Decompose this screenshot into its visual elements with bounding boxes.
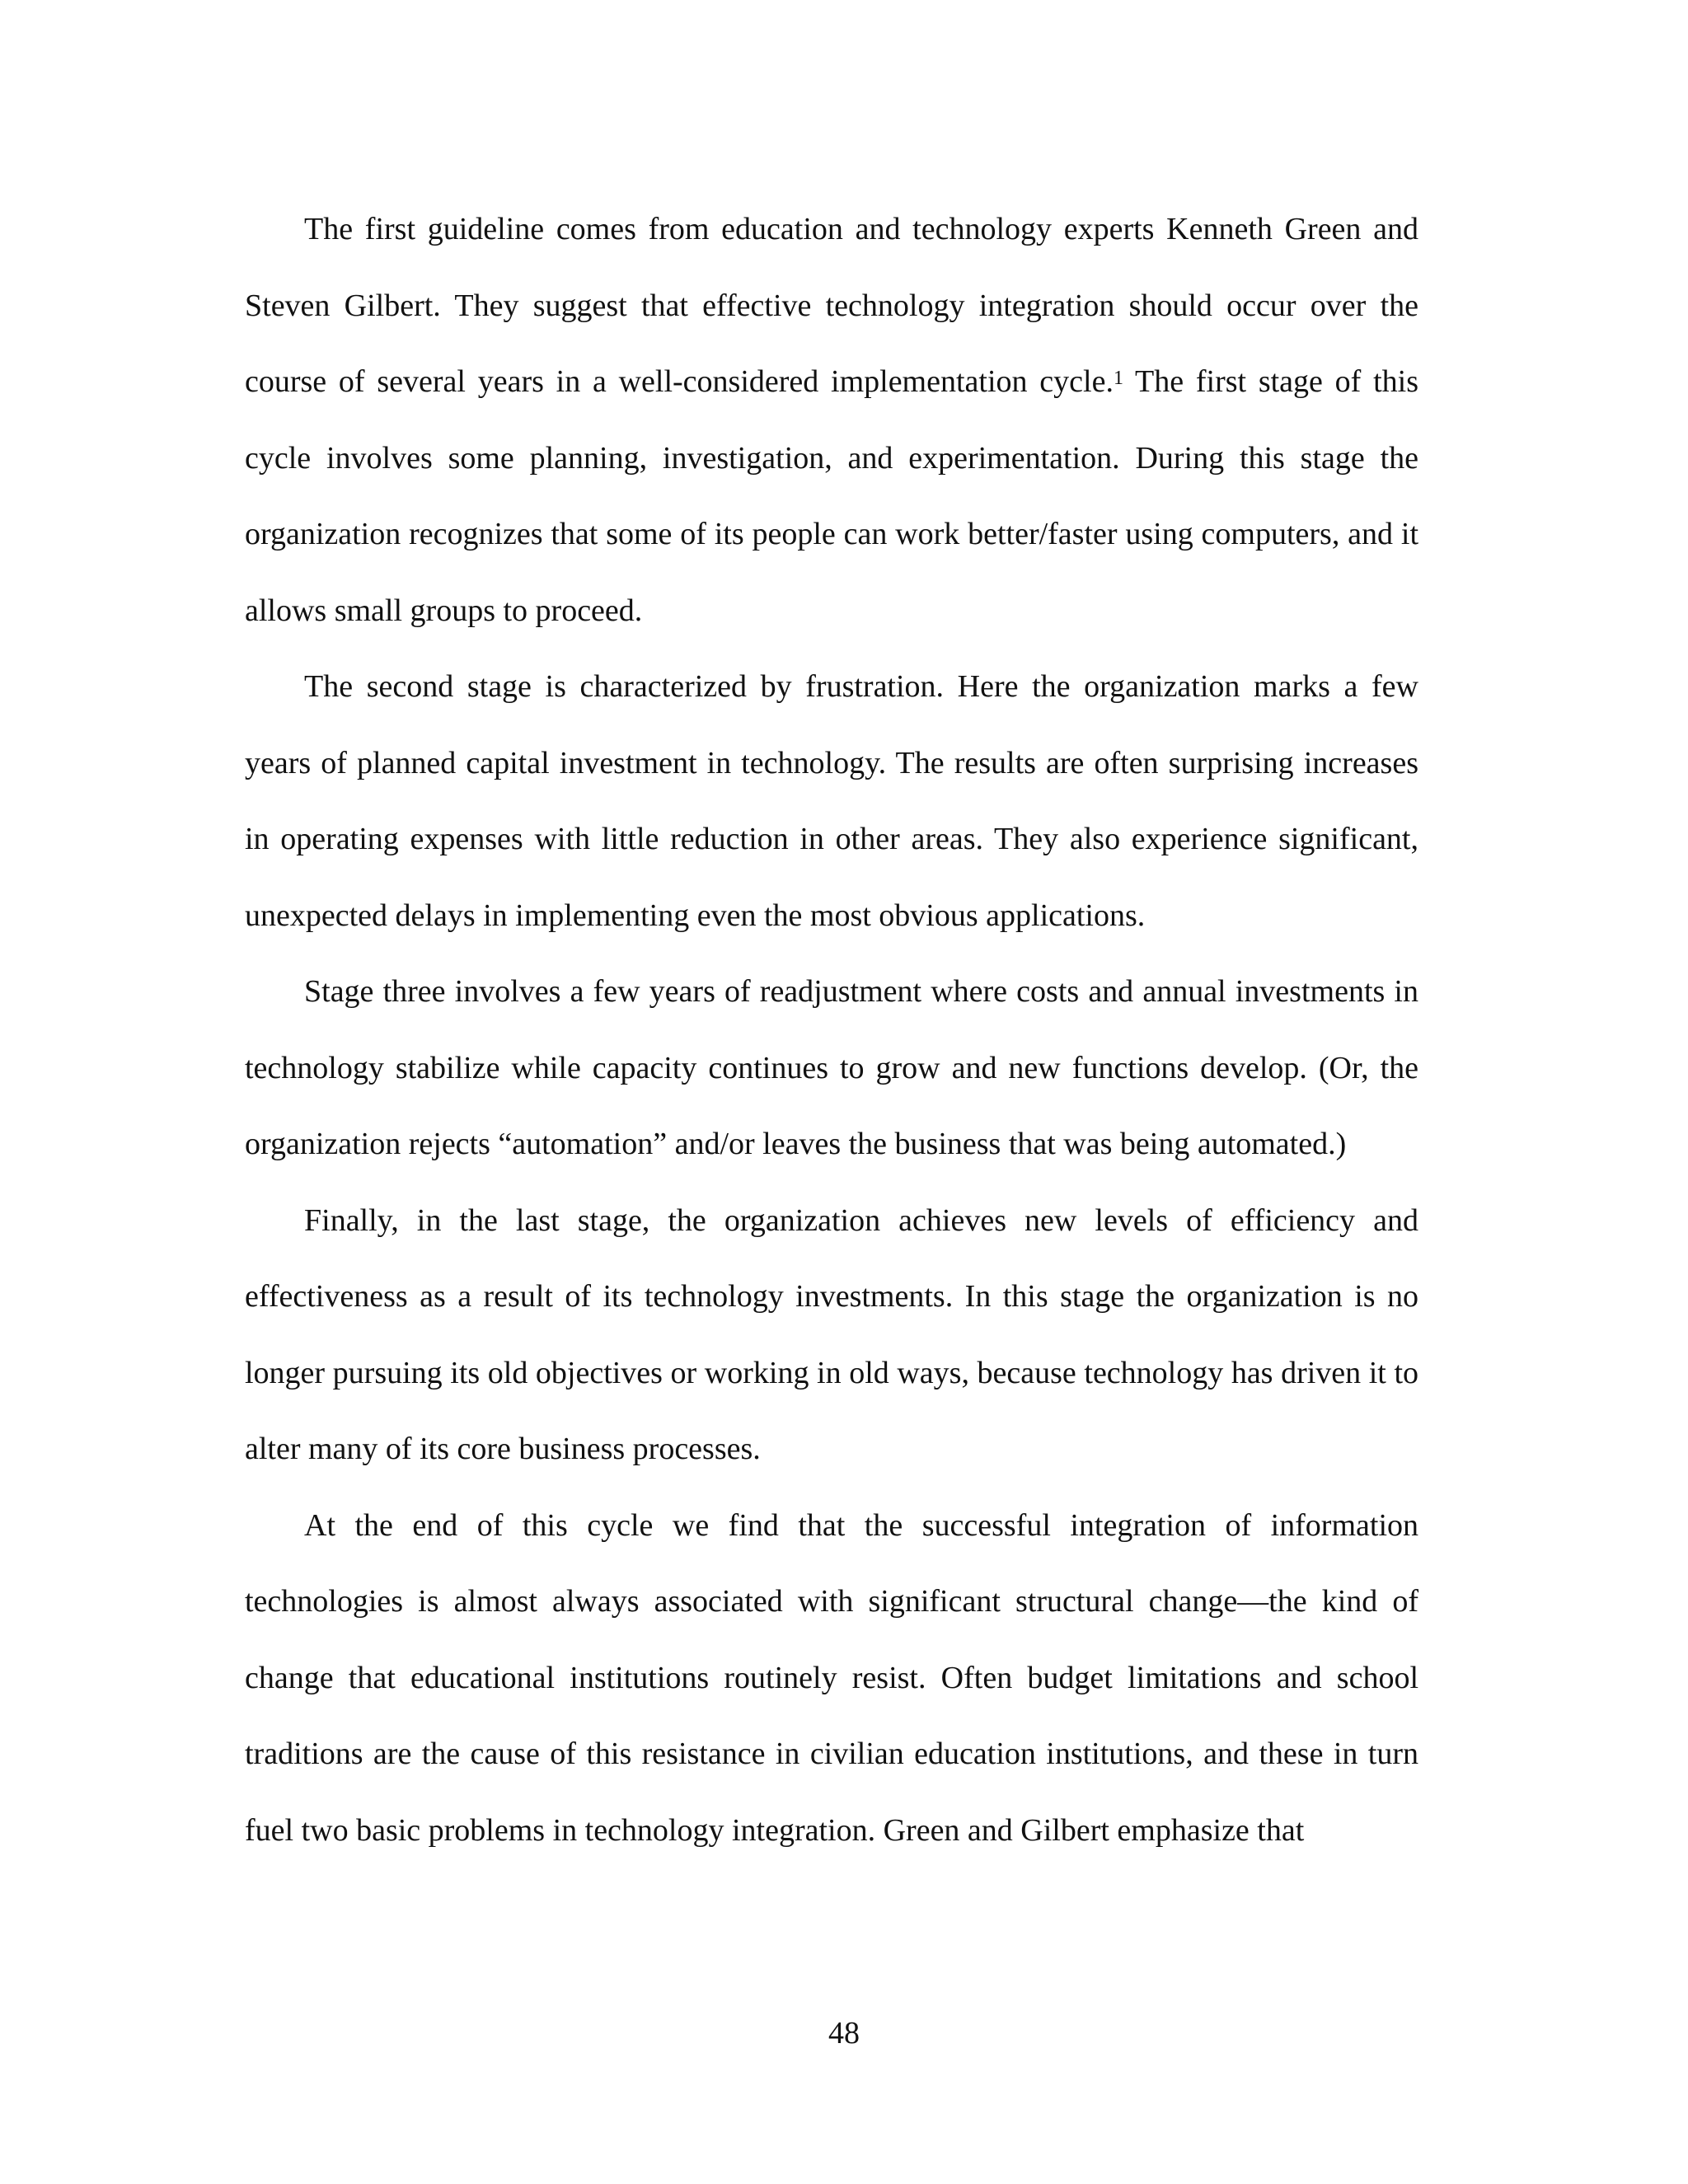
paragraph-2: The second stage is characterized by frustration. Here the organization marks a few years of planned capital investment in technology. The results are often surprising increases in operating expenses with little reduction in other areas. They also experience significant, unexpected delays in implementing even the most obvious applications. (245, 669, 1418, 933)
footnote-reference[interactable]: 1 (1113, 368, 1123, 389)
paragraph-5: At the end of this cycle we find that the successful integration of information technologies is almost always associated with significant structural change—the kind of change that educational institutions routinely resist. Often budget limitations and school traditions are the cause of this resistance in civilian education institutions, and these in turn fuel two basic problems in technology integration. Green and Gilbert emphasize that (245, 1507, 1418, 1848)
paragraph-3: Stage three involves a few years of readjustment where costs and annual investments in technology stabilize while capacity continues to grow and new functions develop. (Or, the organization rejects “automation” and/or leaves the business that was being automated.) (245, 974, 1418, 1161)
paragraph-4: Finally, in the last stage, the organization achieves new levels of efficiency and effectiveness as a result of its technology investments. In this stage the organization is no longer pursuing its old objectives or working in old ways, because technology has driven it to alter many of its core business processes. (245, 1202, 1418, 1466)
paragraph-1-text-b: The first stage of this cycle involves some planning, investigation, and experimentation. During this stage the organization recognizes that some of its people can work better/faster using computers, and it allows small groups to proceed. (245, 364, 1418, 628)
body-text (245, 191, 1418, 1868)
paragraph-1 (245, 191, 1418, 649)
paragraph-1-text-a: The first guideline comes from education and technology experts Kenneth Green and Steven Gilbert. They suggest that effective technology integration should occur over the course of several years in a well-considered implementation cycle. (245, 212, 1418, 399)
page-number: 48 (828, 2016, 860, 2050)
